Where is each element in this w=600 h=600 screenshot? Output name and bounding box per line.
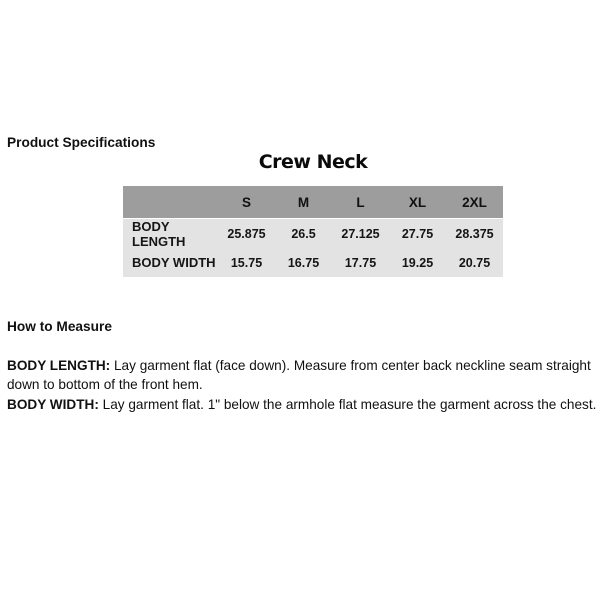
body-width-note <box>7 395 600 414</box>
size-column-header-l: L <box>356 194 365 210</box>
size-column-header-s: S <box>241 194 251 210</box>
measurement-value: 20.75 <box>458 255 491 270</box>
size-column-header-m: M <box>297 194 310 210</box>
size-column-header-2xl: 2XL <box>462 194 487 210</box>
note-label: BODY WIDTH: <box>7 396 99 412</box>
size-chart-table <box>123 186 503 277</box>
measurement-value: 27.125 <box>341 226 380 241</box>
row-label: BODY LENGTH <box>132 218 186 249</box>
measurement-value: 25.875 <box>227 226 266 241</box>
note-text: Lay garment flat. 1" below the armhole flat measure the garment across the chest. <box>102 396 597 412</box>
body-length-row <box>123 219 503 248</box>
body-length-note <box>7 356 600 395</box>
size-column-header-xl: XL <box>408 194 427 210</box>
measurement-value: 15.75 <box>230 255 263 270</box>
section-title: Product Specifications <box>7 135 156 150</box>
body-width-row <box>123 248 503 277</box>
measurement-value: 26.5 <box>291 226 316 241</box>
how-to-measure-title: How to Measure <box>7 319 112 334</box>
measurement-value: 16.75 <box>287 255 320 270</box>
measurement-value: 28.375 <box>455 226 494 241</box>
measure-notes <box>7 356 600 414</box>
product-title: Crew Neck <box>258 151 368 173</box>
note-text: Lay garment flat (face down). Measure from center back neckline seam straight down to bottom of the front hem. <box>7 358 591 393</box>
measurement-value: 17.75 <box>344 255 377 270</box>
size-chart-header-row <box>123 186 503 219</box>
measurement-value: 27.75 <box>401 226 434 241</box>
measurement-value: 19.25 <box>401 255 434 270</box>
note-label: BODY LENGTH: <box>7 358 111 373</box>
row-label: BODY WIDTH <box>132 255 216 270</box>
